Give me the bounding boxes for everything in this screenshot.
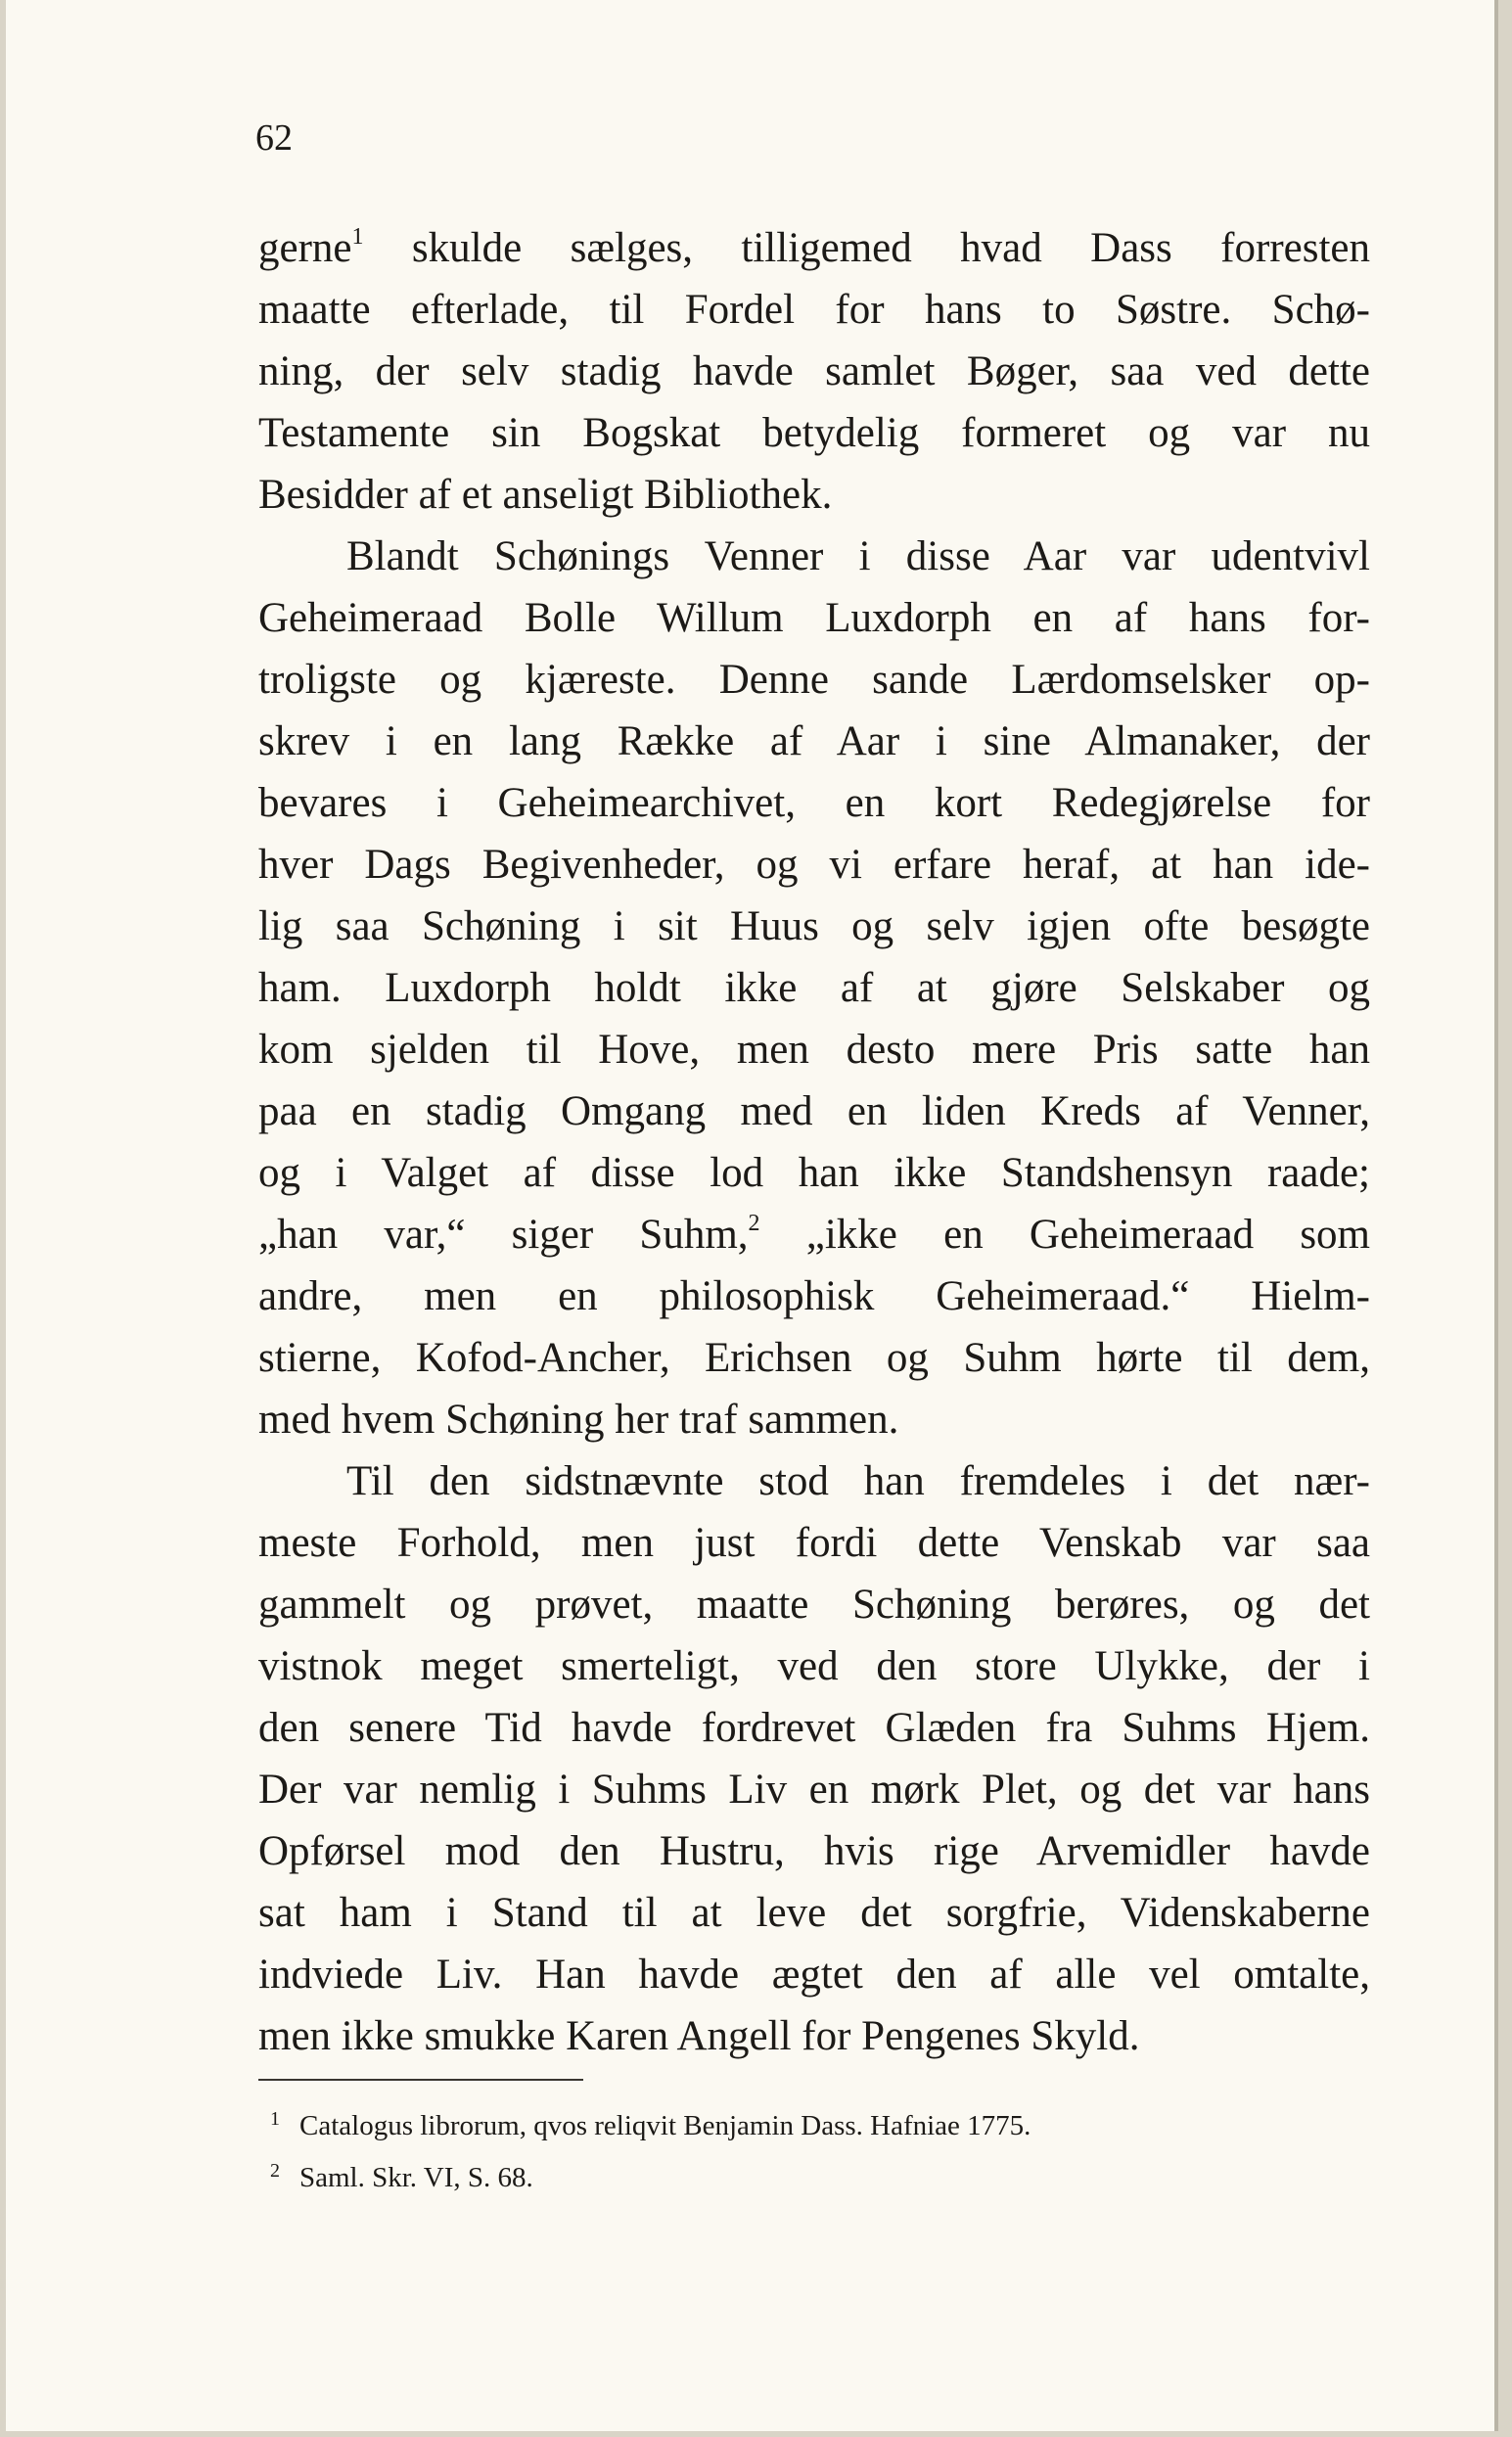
text-line: andre, men en philosophisk Geheimeraad.“ Hielm-: [258, 1273, 1370, 1319]
footnotes: [270, 2096, 1376, 2200]
text-line: „han var,“ siger Suhm,$^2$ „ikke en Geheimeraad som: [258, 1211, 1370, 1258]
text-line: med hvem Schøning her traf sammen.: [258, 1397, 899, 1443]
text-line: stierne, Kofod-Ancher, Erichsen og Suhm hørte til dem,: [258, 1335, 1370, 1381]
footnote-marker: 2: [270, 2160, 280, 2182]
footnote-text: Catalogus librorum, qvos reliqvit Benjamin Dass. Hafniae 1775.: [299, 2110, 1031, 2141]
text-line: Besidder af et anseligt Bibliothek.: [258, 472, 833, 518]
text-line: lig saa Schøning i sit Huus og selv igjen ofte besøgte: [258, 903, 1370, 949]
footnote-text: Saml. Skr. VI, S. 68.: [299, 2162, 533, 2193]
text-line: den senere Tid havde fordrevet Glæden fra Suhms Hjem.: [258, 1705, 1370, 1751]
paragraph: [258, 217, 1370, 526]
text-line: gerne$^1$ skulde sælges, tilligemed hvad Dass forresten: [258, 224, 1370, 271]
text-line: vistnok meget smerteligt, ved den store Ulykke, der i: [258, 1643, 1370, 1689]
page-number: 62: [255, 117, 293, 159]
paragraph: [258, 526, 1370, 1450]
text-line: kom sjelden til Hove, men desto mere Pris satte han: [258, 1027, 1370, 1073]
book-page: [6, 0, 1498, 2431]
text-line: Til den sidstnævnte stod han fremdeles i det nær-: [346, 1458, 1370, 1504]
text-line: paa en stadig Omgang med en liden Kreds af Venner,: [258, 1088, 1370, 1134]
footnote: [270, 2148, 1376, 2200]
text-line: Geheimeraad Bolle Willum Luxdorph en af hans for-: [258, 595, 1370, 641]
text-line: troligste og kjæreste. Denne sande Lærdomselsker op-: [258, 657, 1370, 703]
text-line: Blandt Schønings Venner i disse Aar var udentvivl: [346, 533, 1370, 579]
footnote-reference: 1: [351, 224, 364, 250]
text-line: bevares i Geheimearchivet, en kort Redegjørelse for: [258, 780, 1370, 826]
text-line: ning, der selv stadig havde samlet Bøger, saa ved dette: [258, 348, 1370, 394]
text-line: maatte efterlade, til Fordel for hans to Søstre. Schø-: [258, 287, 1370, 333]
text-line: gammelt og prøvet, maatte Schøning berøres, og det: [258, 1582, 1370, 1628]
text-line: Opførsel mod den Hustru, hvis rige Arvemidler havde: [258, 1828, 1370, 1874]
text-line: sat ham i Stand til at leve det sorgfrie, Videnskaberne: [258, 1890, 1370, 1936]
text-line: og i Valget af disse lod han ikke Standshensyn raade;: [258, 1150, 1370, 1196]
text-line: men ikke smukke Karen Angell for Pengenes Skyld.: [258, 2013, 1140, 2059]
paragraph: [258, 1450, 1370, 2067]
text-line: indviede Liv. Han havde ægtet den af alle vel omtalte,: [258, 1952, 1370, 1998]
text-line: hver Dags Begivenheder, og vi erfare heraf, at han ide-: [258, 842, 1370, 888]
footnote-divider: [258, 2079, 583, 2081]
footnote: [270, 2096, 1376, 2148]
text-line: ham. Luxdorph holdt ikke af at gjøre Selskaber og: [258, 965, 1370, 1011]
body-text: [258, 217, 1370, 2067]
text-line: Testamente sin Bogskat betydelig formeret og var nu: [258, 410, 1370, 456]
text-line: Der var nemlig i Suhms Liv en mørk Plet, og det var hans: [258, 1767, 1370, 1813]
footnote-marker: 1: [270, 2108, 280, 2130]
text-line: skrev i en lang Række af Aar i sine Almanaker, der: [258, 718, 1370, 764]
text-line: meste Forhold, men just fordi dette Venskab var saa: [258, 1520, 1370, 1566]
footnote-reference: 2: [748, 1211, 760, 1236]
